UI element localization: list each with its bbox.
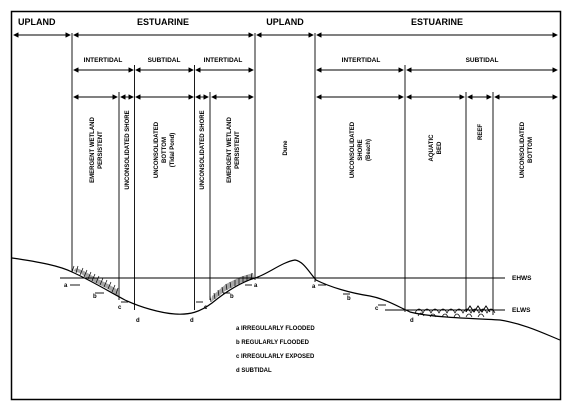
class-label-beach (350, 121, 372, 178)
svg-text:AQUATIC: AQUATIC (429, 134, 435, 162)
subsystem-label-intertidal-3: INTERTIDAL (341, 57, 381, 64)
svg-text:PERSISTENT: PERSISTENT (235, 131, 241, 169)
class-label-dune (283, 140, 289, 156)
point-label-d: d (136, 318, 140, 324)
legend-item-d: d SUBTIDAL (236, 368, 272, 374)
svg-text:UNCONSOLIDATED: UNCONSOLIDATED (350, 121, 356, 179)
svg-text:UNCONSOLIDATED SHORE: UNCONSOLIDATED SHORE (125, 110, 131, 190)
svg-text:UNCONSOLIDATED: UNCONSOLIDATED (154, 121, 160, 179)
point-label-c: c (204, 305, 208, 311)
svg-text:BOTTOM: BOTTOM (528, 137, 534, 163)
legend (236, 326, 315, 374)
legend-item-b: b REGULARLY FLOODED (236, 340, 310, 346)
class-label-shore-left (125, 110, 131, 189)
point-label-b: b (230, 294, 234, 300)
point-label-a: a (254, 283, 258, 289)
point-label-a: a (312, 284, 316, 290)
legend-item-a: a IRREGULARLY FLOODED (236, 326, 315, 332)
svg-text:EMERGENT WETLAND: EMERGENT WETLAND (90, 117, 96, 183)
water-levels (60, 275, 532, 314)
point-label-b: b (347, 296, 351, 302)
point-label-c: c (375, 306, 379, 312)
system-label-upland-left: UPLAND (18, 17, 56, 27)
system-label-estuarine-left: ESTUARINE (136, 17, 190, 27)
ehws-label: EHWS (512, 275, 532, 282)
svg-text:Dune: Dune (283, 140, 289, 156)
class-label-emergent-left (90, 117, 104, 183)
legend-item-c: c IRREGULARLY EXPOSED (236, 354, 315, 360)
svg-text:(Tidal Pond): (Tidal Pond) (170, 132, 176, 168)
svg-text:REEF: REEF (478, 123, 484, 141)
svg-text:BED: BED (437, 141, 443, 155)
subsystem-row (74, 57, 557, 70)
class-label-emergent-right (227, 117, 241, 183)
subsystem-label-intertidal-1: INTERTIDAL (83, 57, 123, 64)
point-label-c: c (118, 305, 122, 311)
class-label-bottom-right (520, 121, 534, 178)
subsystem-label-subtidal-2: SUBTIDAL (465, 57, 499, 64)
svg-text:(Beach): (Beach) (366, 138, 372, 162)
point-label-d: d (410, 318, 414, 324)
svg-text:UNCONSOLIDATED SHORE: UNCONSOLIDATED SHORE (200, 110, 206, 190)
class-label-aquatic-bed (429, 134, 443, 162)
class-labels (90, 110, 534, 189)
system-label-estuarine-right: ESTUARINE (410, 17, 464, 27)
emergent-vegetation-left (72, 266, 118, 296)
point-label-a: a (64, 283, 68, 289)
class-label-bottom-pond (154, 121, 176, 178)
svg-text:SHORE: SHORE (358, 139, 364, 161)
class-label-shore-mid (200, 110, 206, 189)
svg-text:BOTTOM: BOTTOM (162, 137, 168, 163)
boundary-lines (72, 33, 493, 315)
subsystem-label-subtidal-1: SUBTIDAL (147, 57, 181, 64)
svg-text:UNCONSOLIDATED: UNCONSOLIDATED (520, 121, 526, 179)
point-label-d: d (190, 318, 194, 324)
system-label-upland-center: UPLAND (266, 17, 304, 27)
class-label-reef (478, 124, 484, 140)
point-label-b: b (93, 294, 97, 300)
system-row (14, 17, 557, 35)
elws-label: ELWS (512, 307, 531, 314)
svg-text:PERSISTENT: PERSISTENT (98, 131, 104, 169)
subsystem-label-intertidal-2: INTERTIDAL (203, 57, 243, 64)
svg-text:EMERGENT WETLAND: EMERGENT WETLAND (227, 117, 233, 183)
